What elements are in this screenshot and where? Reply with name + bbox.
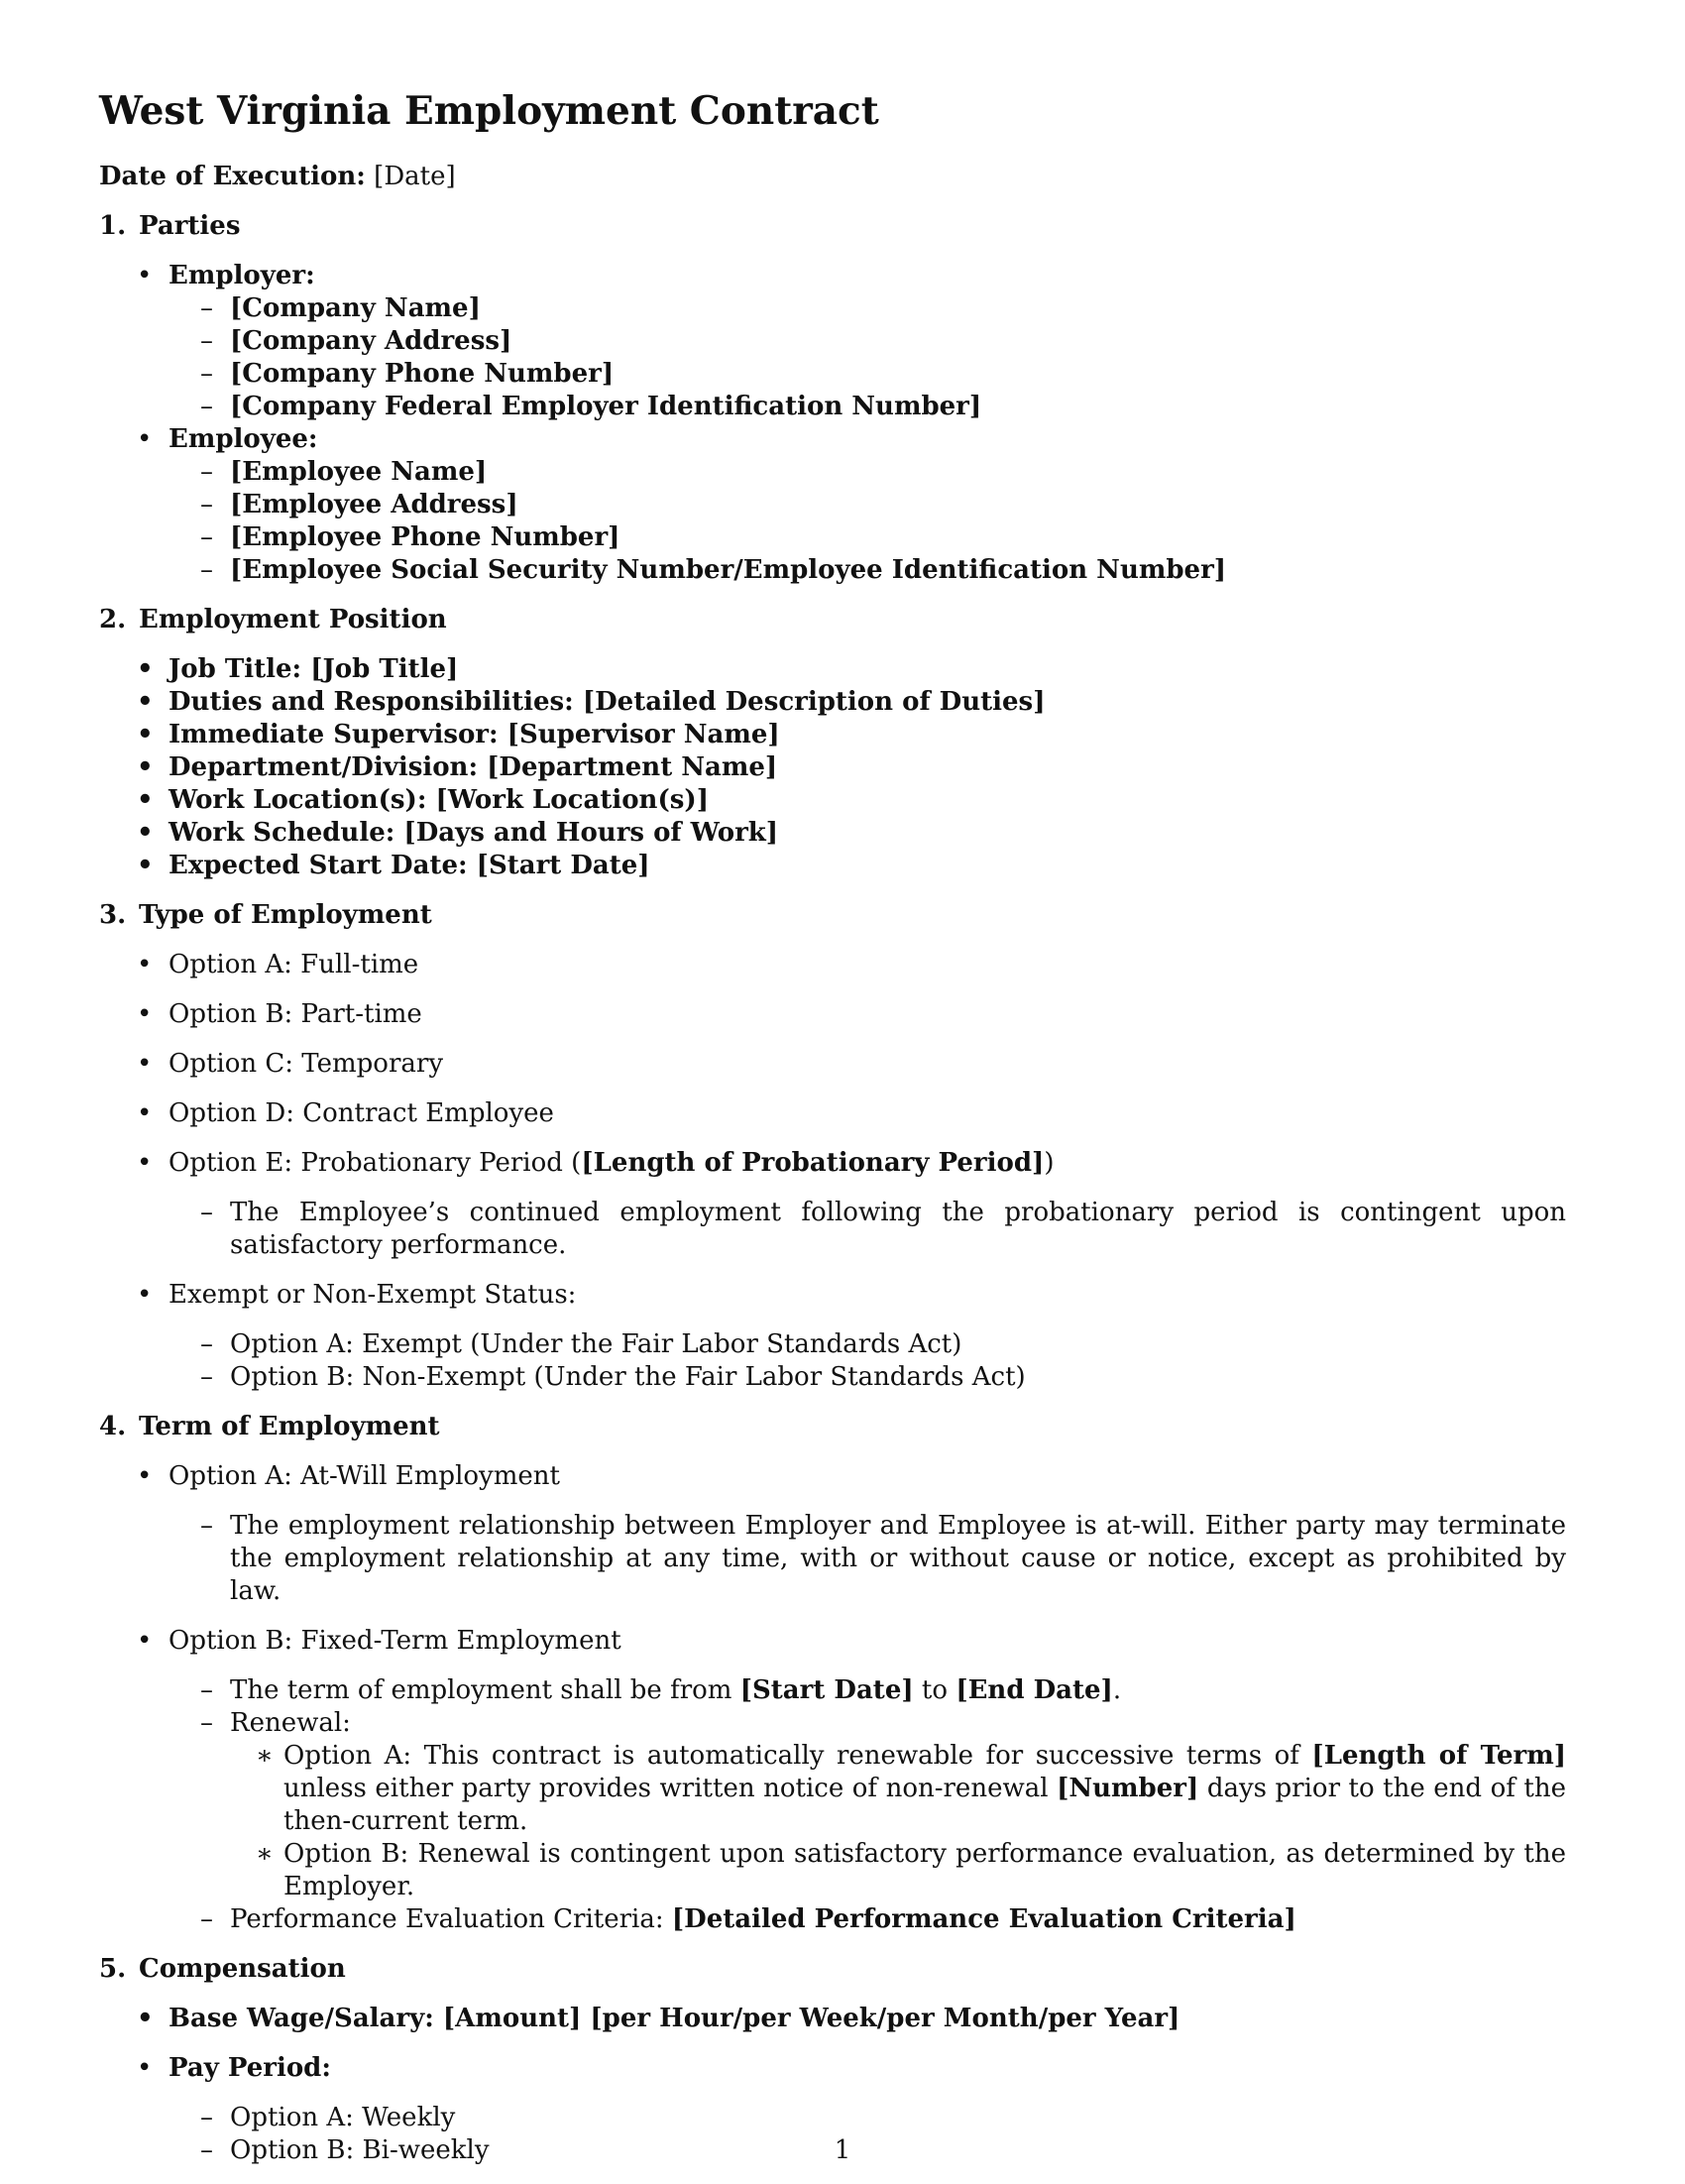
list-item: ∗ Option B: Renewal is contingent upon satisfactory performance evaluation, as determined by the Employer. bbox=[230, 1838, 1566, 1903]
date-label: Date of Execution: bbox=[99, 162, 366, 191]
term-text: The term of employment shall be from bbox=[230, 1675, 740, 1705]
field-label: Work Schedule: bbox=[168, 818, 395, 848]
field-label: Base Wage/Salary: bbox=[168, 2004, 434, 2033]
document-title: West Virginia Employment Contract bbox=[99, 88, 879, 134]
exempt-options bbox=[168, 1328, 1586, 1394]
employer-company-address: [Company Address] bbox=[230, 326, 512, 356]
list-item bbox=[99, 2003, 1586, 2035]
probation-details bbox=[168, 1197, 1586, 1262]
field-label: Job Title: bbox=[168, 654, 302, 684]
list-item bbox=[168, 521, 1586, 554]
field-value: [Amount] [per Hour/per Week/per Month/per Year] bbox=[442, 2004, 1180, 2033]
employee-phone: [Employee Phone Number] bbox=[230, 522, 620, 552]
field-value: [Work Location(s)] bbox=[435, 785, 709, 815]
list-item bbox=[168, 325, 1586, 358]
section-position-heading bbox=[99, 604, 1586, 636]
list-item: • Option D: Contract Employee bbox=[99, 1097, 1586, 1130]
placeholder-field: [End Date] bbox=[955, 1675, 1113, 1705]
renewal-text: days prior to the end of the then-current term. bbox=[283, 1774, 1567, 1836]
placeholder-field: [Length of Probationary Period] bbox=[581, 1148, 1045, 1178]
field-value: [Job Title] bbox=[310, 654, 459, 684]
field-label: Duties and Responsibilities: bbox=[168, 687, 574, 717]
option-text: Option A: At-Will Employment bbox=[168, 1461, 560, 1491]
list-item bbox=[168, 391, 1586, 423]
list-item: – Option A: Weekly bbox=[168, 2102, 1586, 2134]
list-item bbox=[99, 653, 1586, 686]
employee-address: [Employee Address] bbox=[230, 490, 518, 519]
employer-company-phone: [Company Phone Number] bbox=[230, 359, 615, 389]
list-item bbox=[168, 489, 1586, 521]
placeholder-field: [Number] bbox=[1057, 1774, 1199, 1803]
list-item: – The Employee’s continued employment following the probationary period is contingent upon satisfactory performance. bbox=[168, 1197, 1586, 1262]
section-number: 5. bbox=[99, 1954, 127, 1984]
list-item: – Option B: Non-Exempt (Under the Fair Labor Standards Act) bbox=[168, 1361, 1586, 1394]
list-item bbox=[99, 1625, 1586, 1936]
employer-details bbox=[168, 292, 1586, 423]
at-will-details bbox=[168, 1510, 1586, 1608]
employee-details bbox=[168, 456, 1586, 587]
placeholder-field: [Length of Term] bbox=[1311, 1741, 1567, 1771]
employer-company-name: [Company Name] bbox=[230, 293, 481, 323]
option-text: Option E: Probationary Period ( bbox=[168, 1148, 582, 1178]
field-label: Work Location(s): bbox=[168, 785, 427, 815]
section-type-heading bbox=[99, 899, 1586, 932]
field-value: [Start Date] bbox=[476, 851, 650, 880]
section-title: Compensation bbox=[139, 1954, 346, 1984]
employer-fein: [Company Federal Employer Identification Number] bbox=[230, 392, 982, 421]
section-parties-heading bbox=[99, 210, 1586, 243]
field-label: Department/Division: bbox=[168, 752, 479, 782]
date-of-execution bbox=[99, 161, 1586, 193]
list-item bbox=[99, 1147, 1586, 1262]
section-number: 3. bbox=[99, 900, 127, 930]
parties-list bbox=[99, 260, 1586, 587]
pay-period-label: Pay Period: bbox=[168, 2053, 331, 2083]
field-value: [Days and Hours of Work] bbox=[403, 818, 779, 848]
list-item bbox=[99, 1460, 1586, 1608]
section-number: 4. bbox=[99, 1412, 127, 1441]
term-list bbox=[99, 1460, 1586, 1936]
list-item: – Option B: Bi-weekly bbox=[168, 2134, 1586, 2167]
perf-text: Performance Evaluation Criteria: bbox=[230, 1904, 672, 1934]
renewal-options bbox=[230, 1740, 1566, 1903]
exempt-label: Exempt or Non-Exempt Status: bbox=[168, 1280, 577, 1310]
placeholder-field: [Start Date] bbox=[739, 1675, 914, 1705]
field-value: [Supervisor Name] bbox=[506, 720, 780, 749]
employee-name: [Employee Name] bbox=[230, 457, 488, 487]
list-item bbox=[230, 1740, 1566, 1838]
term-text: . bbox=[1112, 1675, 1122, 1705]
list-item bbox=[99, 751, 1586, 784]
document-page bbox=[99, 87, 1586, 2184]
list-item: – The employment relationship between Employer and Employee is at-will. Either party may terminate the employment relationship at any time, with or without cause or notice, except as prohibited by law. bbox=[168, 1510, 1586, 1608]
employer-item bbox=[99, 260, 1586, 423]
list-item bbox=[99, 1279, 1586, 1394]
list-item bbox=[168, 1707, 1586, 1903]
renewal-text: unless either party provides written notice of non-renewal bbox=[283, 1774, 1058, 1803]
section-term-heading bbox=[99, 1411, 1586, 1443]
list-item bbox=[99, 719, 1586, 751]
option-text: Option B: Fixed-Term Employment bbox=[168, 1626, 621, 1656]
page-number: 1 bbox=[834, 2135, 851, 2165]
employee-item bbox=[99, 423, 1586, 587]
list-item bbox=[168, 554, 1586, 587]
section-title: Parties bbox=[139, 211, 241, 241]
placeholder-field: [Detailed Performance Evaluation Criteria] bbox=[671, 1904, 1296, 1934]
employee-ssn: [Employee Social Security Number/Employee Identification Number] bbox=[230, 555, 1227, 585]
list-item: • Option B: Part-time bbox=[99, 998, 1586, 1031]
list-item bbox=[168, 292, 1586, 325]
list-item bbox=[168, 1674, 1586, 1707]
list-item bbox=[99, 817, 1586, 850]
list-item: • Option C: Temporary bbox=[99, 1048, 1586, 1081]
position-list bbox=[99, 653, 1586, 882]
fixed-term-details bbox=[168, 1674, 1586, 1936]
term-text: to bbox=[913, 1675, 956, 1705]
list-item: – Option A: Exempt (Under the Fair Labor Standards Act) bbox=[168, 1328, 1586, 1361]
renewal-text: Option A: This contract is automatically renewable for successive terms of bbox=[283, 1741, 1312, 1771]
list-item bbox=[99, 686, 1586, 719]
list-item bbox=[99, 850, 1586, 882]
option-text: ) bbox=[1044, 1148, 1055, 1178]
section-number: 1. bbox=[99, 211, 127, 241]
list-item: • Option A: Full-time bbox=[99, 949, 1586, 981]
field-value: [Detailed Description of Duties] bbox=[582, 687, 1046, 717]
section-title: Employment Position bbox=[139, 605, 447, 634]
list-item bbox=[99, 784, 1586, 817]
field-label: Expected Start Date: bbox=[168, 851, 468, 880]
section-title: Term of Employment bbox=[139, 1412, 440, 1441]
section-title: Type of Employment bbox=[139, 900, 432, 930]
date-value: [Date] bbox=[374, 162, 456, 191]
section-number: 2. bbox=[99, 605, 127, 634]
renewal-label: Renewal: bbox=[230, 1708, 351, 1738]
list-item bbox=[168, 358, 1586, 391]
section-compensation-heading bbox=[99, 1953, 1586, 1986]
employee-label: Employee: bbox=[168, 424, 318, 454]
list-item bbox=[168, 1903, 1586, 1936]
field-value: [Department Name] bbox=[487, 752, 778, 782]
employer-label: Employer: bbox=[168, 261, 315, 290]
employment-type-list bbox=[99, 949, 1586, 1394]
list-item bbox=[168, 456, 1586, 489]
field-label: Immediate Supervisor: bbox=[168, 720, 499, 749]
